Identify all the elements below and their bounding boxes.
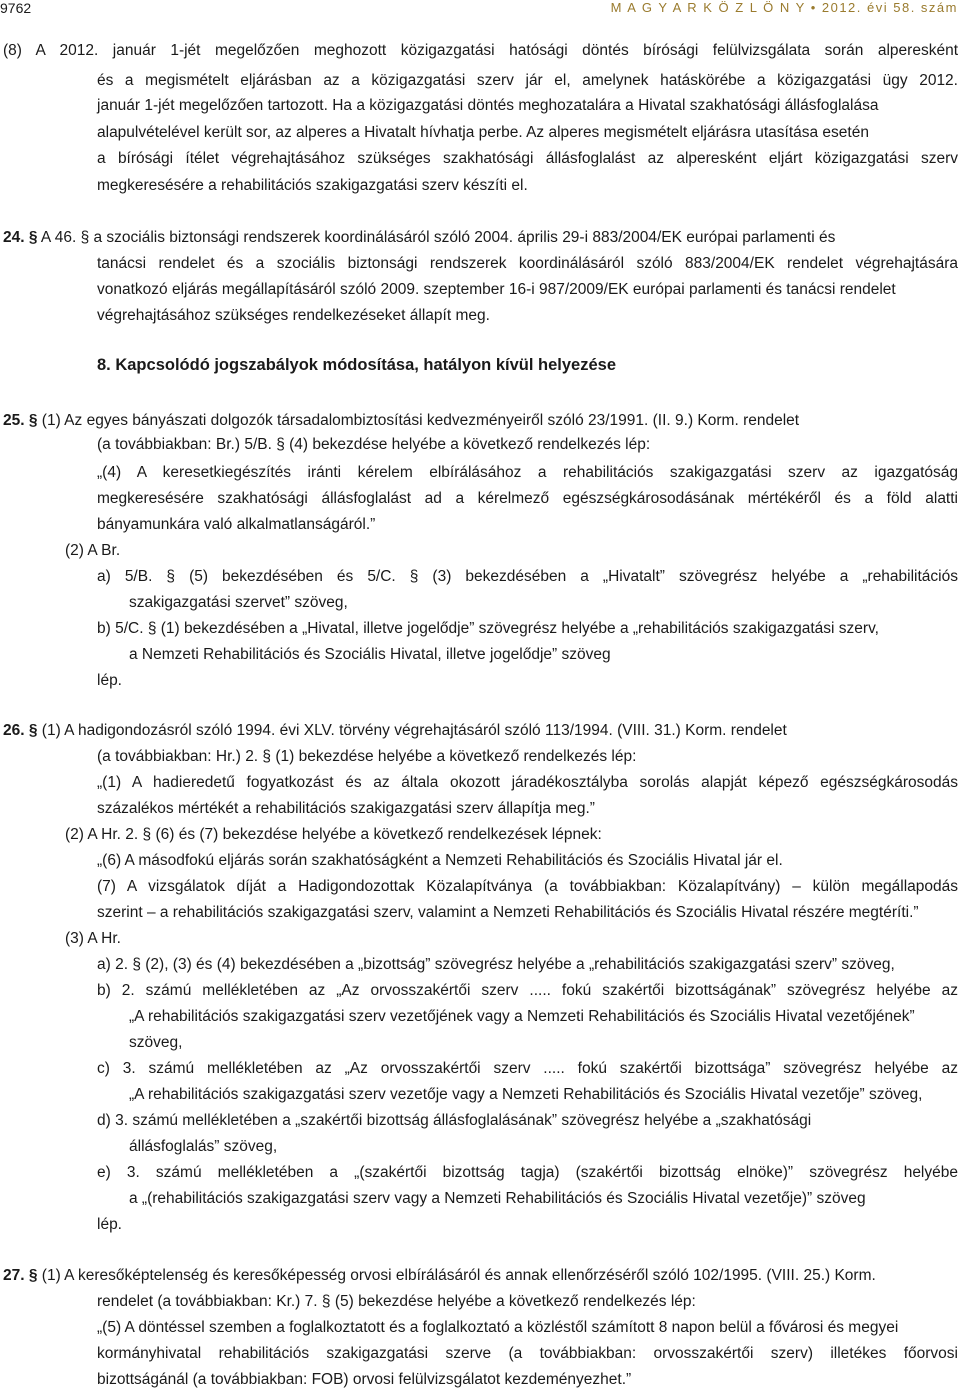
text-line: d) 3. számú mellékletében a „szakértői bizottság állásfoglalásának” szövegrész helyébe a „szakhatósági — [97, 1112, 812, 1129]
text-line: 24. § A 46. § a szociális biztonsági rendszerek koordinálásáról szóló 2004. április 29-i 883/2004/EK európai parlamenti és — [3, 229, 836, 246]
text-line: b) 2. számú mellékletében az „Az orvosszakértői szerv ..... fokú szakértői bizottságának” szövegrész helyébe az — [97, 982, 958, 999]
text-line: állásfoglalás” szöveg, — [129, 1138, 278, 1155]
text-line: „(6) A másodfokú eljárás során szakhatóságként a Nemzeti Rehabilitációs és Szociális Hivatal jár el. — [97, 852, 783, 869]
text-line: (7) A vizsgálatok díját a Hadigondozottak Közalapítványa (a továbbiakban: Közalapítvány) – külön megállapodás — [97, 878, 958, 895]
text-line: „(1) A hadieredetű fogyatkozást és az általa okozott járadékosztályba sorolás alapját képező egészségkárosodás — [97, 774, 958, 791]
text-line: a „(rehabilitációs szakigazgatási szerv vagy a Nemzeti Rehabilitációs és Szociális Hivatal vezetője)” szöveg — [129, 1190, 866, 1207]
text-line: lép. — [97, 672, 122, 689]
text-line: tanácsi rendelet és a szociális biztonsági rendszerek koordinálásáról szóló 883/2004/EK rendelet végrehajtására — [97, 255, 958, 272]
text-line: (2) A Hr. 2. § (6) és (7) bekezdése helyébe a következő rendelkezések lépnek: — [65, 826, 602, 843]
text-line: kormányhivatal rehabilitációs szakigazgatási szerve (a továbbiakban: orvosszakértői szerv) illetékes főorvosi — [97, 1345, 958, 1362]
text-line: (8) A 2012. január 1-jét megelőzően meghozott közigazgatási hatósági döntés bírósági felülvizsgálata során alperesként — [3, 42, 958, 59]
journal-header: M A G Y A R K Ö Z L Ö N Y • 2012. évi 58. szám — [610, 0, 958, 15]
text-line: 25. § (1) Az egyes bányászati dolgozók társadalombiztosítási kedvezményeiről szóló 23/1991. (II. 9.) Korm. rendelet — [3, 412, 800, 429]
article-number: 26. § — [3, 722, 38, 739]
page-number: 9762 — [0, 0, 32, 16]
text-line: a) 5/B. § (5) bekezdésében és 5/C. § (3) bekezdésében a „Hivatalt” szövegrész helyébe a „rehabilitációs — [97, 568, 958, 585]
text-line: bányamunkára való alkalmatlanságáról.” — [97, 516, 376, 533]
text-line: szakigazgatási szervet” szöveg, — [129, 594, 348, 611]
text-line: vonatkozó eljárás megállapításáról szóló 2009. szeptember 16-i 987/2009/EK európai parlamenti és tanácsi rendelet — [97, 281, 896, 298]
text-line: és a megismételt eljárásban az a közigazgatási szerv jár el, amelynek hatáskörébe a közigazgatási ügy 2012. — [97, 72, 958, 89]
text-line: szöveg, — [129, 1034, 183, 1051]
text-line: „A rehabilitációs szakigazgatási szerv vezetője vagy a Nemzeti Rehabilitációs és Szociális Hivatal vezetője” szöveg, — [129, 1086, 923, 1103]
text-line: e) 3. számú mellékletében a „(szakértői bizottság tagja) (szakértői bizottság elnöke)” szövegrész helyébe — [97, 1164, 958, 1181]
text-line: 26. § (1) A hadigondozásról szóló 1994. évi XLV. törvény végrehajtásáról szóló 113/1994. (VIII. 31.) Korm. rendelet — [3, 722, 787, 739]
text-line: rendelet (a továbbiakban: Kr.) 7. § (5) bekezdése helyébe a következő rendelkezés lép: — [97, 1293, 696, 1310]
text-line: (2) A Br. — [65, 542, 121, 559]
text-line: (3) A Hr. — [65, 930, 121, 947]
article-number: 24. § — [3, 229, 38, 246]
text-line: (a továbbiakban: Br.) 5/B. § (4) bekezdése helyébe a következő rendelkezés lép: — [97, 436, 651, 453]
text-line: százalékos mértékét a rehabilitációs szakigazgatási szerv állapítja meg.” — [97, 800, 595, 817]
text-line: c) 3. számú mellékletében az „Az orvosszakértői szerv ..... fokú szakértői bizottsága” szövegrész helyébe az — [97, 1060, 958, 1077]
text-line: 27. § (1) A keresőképtelenség és keresőképesség orvosi elbírálásáról és annak ellenőrzéséről szóló 102/1995. (VIII. 25.) Korm. — [3, 1267, 876, 1284]
text-line: január 1-jét megelőzően tartozott. Ha a közigazgatási döntés meghozatalára a Hivatal szakhatósági állásfoglalása — [97, 97, 879, 114]
text-line: „(5) A döntéssel szemben a foglalkoztatott és a foglalkoztató a közléstől számított 8 napon belül a fővárosi és megyei — [97, 1319, 899, 1336]
text-line: szerint – a rehabilitációs szakigazgatási szerv, valamint a Nemzeti Rehabilitációs és Szociális Hivatal részére megtéríti.” — [97, 904, 919, 921]
text-line: megkeresésére szakhatósági állásfoglalást ad a kérelmező egészségkárosodásának mértékéről és a föld alatti — [97, 490, 958, 507]
text-line: alapulvételével került sor, az alperes a Hivatalt hívhatja perbe. Az alperes megismételt eljárásra utasítása esetén — [97, 124, 869, 141]
text-line: bizottságánál (a továbbiakban: FOB) orvosi felülvizsgálatot kezdeményezhet.” — [97, 1371, 632, 1388]
text-line: lép. — [97, 1216, 122, 1233]
text-line: a) 2. § (2), (3) és (4) bekezdésében a „bizottság” szövegrész helyébe a „rehabilitációs szakigazgatási szerv” szöveg, — [97, 956, 895, 973]
section-heading: 8. Kapcsolódó jogszabályok módosítása, hatályon kívül helyezése — [97, 356, 617, 374]
article-number: 25. § — [3, 412, 38, 429]
text-line: „(4) A keresetkiegészítés iránti kérelem elbírálásához a rehabilitációs szakigazgatási szerv az igazgatóság — [97, 464, 958, 481]
text-line: a bírósági ítélet végrehajtásához szükséges szakhatósági állásfoglalást az alperesként eljárt közigazgatási szerv — [97, 150, 958, 167]
text-line: (a továbbiakban: Hr.) 2. § (1) bekezdése helyébe a következő rendelkezés lép: — [97, 748, 637, 765]
text-line: végrehajtásához szükséges rendelkezéseket állapít meg. — [97, 307, 490, 324]
text-line: megkeresésére a rehabilitációs szakigazgatási szerv készíti el. — [97, 177, 528, 194]
text-line: „A rehabilitációs szakigazgatási szerv vezetőjének vagy a Nemzeti Rehabilitációs és Szociális Hivatal vezetőjének” — [129, 1008, 915, 1025]
text-line: b) 5/C. § (1) bekezdésében a „Hivatal, illetve jogelődje” szövegrész helyébe a „rehabilitációs szakigazgatási szerv, — [97, 620, 879, 637]
article-number: 27. § — [3, 1267, 38, 1284]
text-line: a Nemzeti Rehabilitációs és Szociális Hivatal, illetve jogelődje” szöveg — [129, 646, 611, 663]
